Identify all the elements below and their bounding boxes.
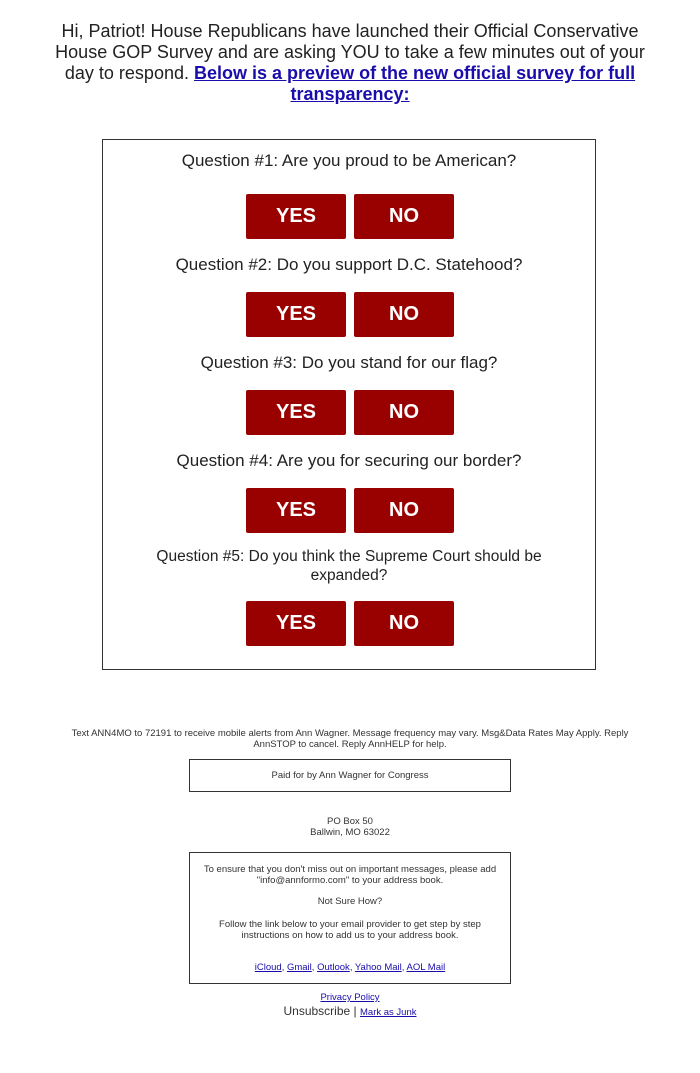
question-3: Question #3: Do you stand for our flag? [200, 353, 498, 372]
question-1: Question #1: Are you proud to be American? [181, 151, 517, 170]
yahoo-mail-link[interactable]: Yahoo Mail [354, 962, 402, 973]
q4-no-button[interactable]: NO [354, 488, 454, 533]
q3-yes-button[interactable]: YES [246, 390, 346, 435]
q5-yes-button[interactable]: YES [246, 601, 346, 646]
q2-yes-button[interactable]: YES [246, 292, 346, 337]
q1-yes-button[interactable]: YES [246, 194, 346, 239]
unsubscribe-text[interactable]: Unsubscribe [283, 1004, 351, 1018]
follow-text: Follow the link below to your email provider to get step by step instructions on how to add us to your address book. [219, 919, 481, 941]
q2-no-button[interactable]: NO [354, 292, 454, 337]
icloud-link[interactable]: iCloud [254, 962, 282, 973]
separator: | [353, 1004, 357, 1018]
q1-no-button[interactable]: NO [354, 194, 454, 239]
email-provider-links: iCloud, Gmail, Outlook, Yahoo Mail, AOL Mail [254, 962, 446, 973]
privacy-row [0, 992, 700, 1003]
aol-mail-link[interactable]: AOL Mail [406, 962, 446, 973]
privacy-policy-link[interactable]: Privacy Policy [320, 992, 380, 1003]
sms-disclaimer: Text ANN4MO to 72191 to receive mobile alerts from Ann Wagner. Message frequency may vary. Msg&Data Rates May Apply. Reply AnnSTOP to cancel. Reply AnnHELP for help. [71, 728, 629, 750]
address-line-2: Ballwin, MO 63022 [310, 827, 390, 838]
outlook-link[interactable]: Outlook [317, 962, 350, 973]
address-book-box [189, 852, 511, 984]
question-2: Question #2: Do you support D.C. Statehood? [175, 255, 523, 274]
mark-as-junk-link[interactable]: Mark as Junk [360, 1007, 417, 1018]
survey-preview-link[interactable]: Below is a preview of the new official survey for full transparency: [194, 63, 636, 104]
q5-no-button[interactable]: NO [354, 601, 454, 646]
intro-text [50, 21, 650, 105]
paid-for-box: Paid for by Ann Wagner for Congress [189, 759, 511, 792]
unsubscribe-row [0, 1004, 700, 1020]
q4-yes-button[interactable]: YES [246, 488, 346, 533]
question-5: Question #5: Do you think the Supreme Court should be expanded? [156, 548, 542, 584]
survey-box [102, 139, 596, 670]
address-line-1: PO Box 50 [327, 816, 373, 827]
intro-body: Hi, Patriot! House Republicans have launched their Official Conservative House GOP Survey and are asking YOU to take a few minutes out of your day to respond. [55, 21, 645, 83]
question-4: Question #4: Are you for securing our border? [176, 451, 522, 470]
ensure-text: To ensure that you don't miss out on important messages, please add "info@annformo.com" to your address book. [203, 864, 497, 886]
q3-no-button[interactable]: NO [354, 390, 454, 435]
gmail-link[interactable]: Gmail [286, 962, 312, 973]
mailing-address [250, 816, 450, 838]
not-sure-text: Not Sure How? [317, 896, 383, 907]
